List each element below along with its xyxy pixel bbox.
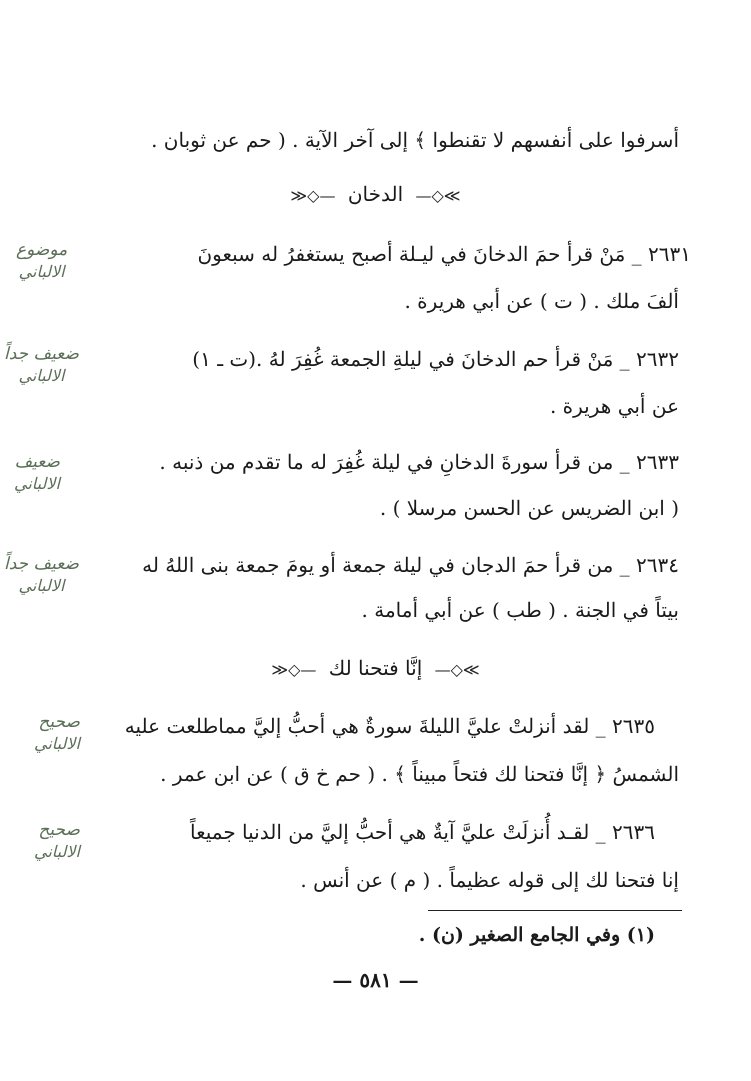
note-grade: ضعيف جداً [4,554,79,574]
hadith-2634-line-2: بيتاً في الجنة . ( طب ) عن أبي أمامة . [361,598,679,622]
page-number: — ٥٨١ — [332,968,419,992]
margin-note-2635 [34,712,80,753]
hadith-2635-line-2: الشمسُ ﴿ إنَّا فتحنا لك فتحاً مبيناً ﴾ . ( حم خ ق ) عن ابن عمر . [160,762,679,786]
hadith-2633-line-2: ( ابن الضريس عن الحسن مرسلا ) . [379,496,679,520]
margin-note-2636 [34,820,80,861]
note-grade: ضعيف جداً [4,344,79,364]
hadith-2634-line-1: ٢٦٣٤ _ من قرأ حمَ الدجان في ليلة جمعة أو يومَ جمعة بنى اللهُ له [142,553,679,577]
hadith-2633-line-1: ٢٦٣٣ _ من قرأ سورةَ الدخانِ في ليلة غُفِرَ له ما تقدم من ذنبه . [159,450,679,474]
section-title: إنَّا فتحنا لك [328,656,423,680]
note-source: الالباني [34,842,80,861]
hadith-2636-line-2: إنا فتحنا لك إلى قوله عظيماً . ( م ) عن أنس . [300,868,679,892]
note-grade: صحيح [38,712,80,732]
hadith-2631-line-2: ألفَ ملك . ( ت ) عن أبي هريرة . [404,289,679,313]
footnote: (١) وفي الجامع الصغير (ن) . [418,924,655,946]
section-heading-fath [0,654,751,684]
margin-note-2634 [4,554,79,595]
note-source: الالباني [14,474,60,493]
note-source: الالباني [18,262,65,281]
margin-note-2633 [14,452,60,493]
margin-note-2631 [16,240,67,281]
note-grade: ضعيف [14,452,60,472]
ornament-icon: —◇≪ [290,186,336,205]
section-heading-dukhan [0,180,751,210]
ornament-icon: ≫◇— [415,186,461,205]
hadith-2631-line-1: ٢٦٣١ _ مَنْ قرأ حمَ الدخانَ في ليـلة أصبح يستغفرُ له سبعونَ [197,242,691,266]
hadith-2635-line-1: ٢٦٣٥ _ لقد أنزلتْ عليَّ الليلةَ سورةٌ هي أحبُّ إليَّ مماطلعت عليه [124,714,655,738]
margin-note-2632 [4,344,79,385]
hadith-2632-line-2: عن أبي هريرة . [549,394,679,418]
note-grade: صحيح [38,820,80,840]
note-grade: موضوع [16,240,68,260]
note-source: الالباني [34,734,80,753]
section-title: الدخان [347,182,404,206]
ornament-icon: ≫◇— [434,660,480,679]
footnote-divider [428,910,682,911]
text-line: أسرفوا على أنفسهم لا تقنطوا ﴾ إلى آخر الآية . ( حم عن ثوبان . [151,128,679,152]
note-source: الالباني [18,366,65,385]
hadith-2632-line-1: ٢٦٣٢ _ مَنْ قرأ حم الدخانَ في ليلةِ الجمعة غُفِرَ لهُ .(ت ـ ١) [192,347,679,371]
note-source: الالباني [18,576,65,595]
hadith-2636-line-1: ٢٦٣٦ _ لقـد أُنزلَتْ عليَّ آيةٌ هي أحبُّ إليَّ من الدنيا جميعاً [189,820,655,844]
ornament-icon: —◇≪ [271,660,317,679]
